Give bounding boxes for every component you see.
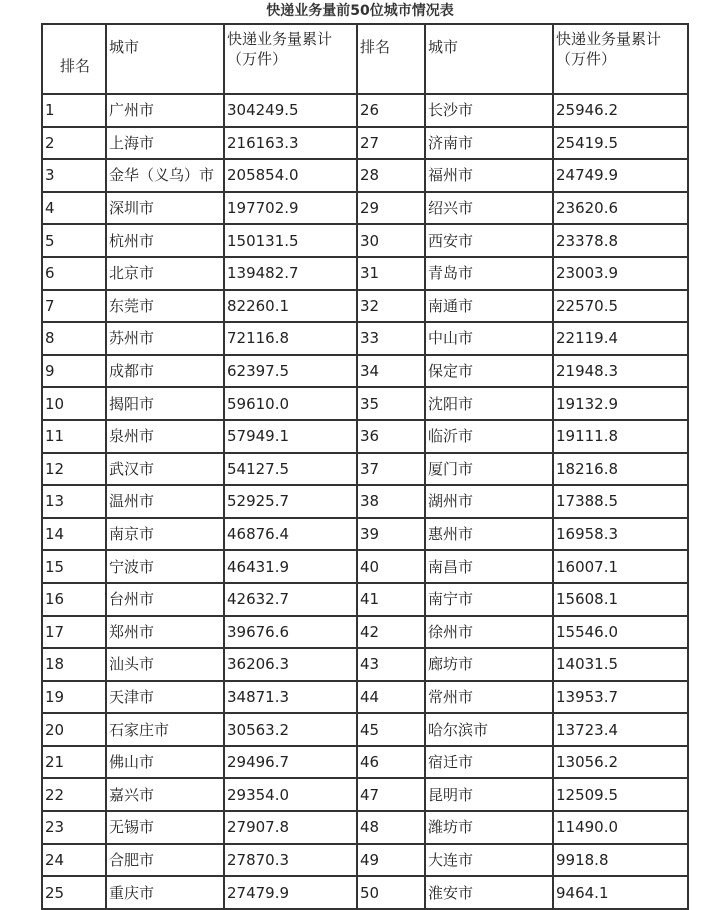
cell-city-left: 武汉市	[106, 453, 224, 486]
cell-volume-right: 11490.0	[553, 811, 688, 844]
cell-city-right: 大连市	[425, 844, 553, 877]
cell-city-left: 宁波市	[106, 550, 224, 583]
cell-volume-right: 25419.5	[553, 127, 688, 160]
cell-volume-left: 150131.5	[224, 224, 357, 257]
cell-city-right: 南昌市	[425, 550, 553, 583]
cell-city-right: 青岛市	[425, 257, 553, 290]
cell-volume-right: 18216.8	[553, 453, 688, 486]
cell-volume-left: 304249.5	[224, 94, 357, 127]
table-row	[42, 811, 688, 844]
cell-volume-right: 15608.1	[553, 583, 688, 616]
cell-rank-left: 20	[42, 713, 106, 746]
cell-city-right: 厦门市	[425, 453, 553, 486]
cell-city-right: 沈阳市	[425, 387, 553, 420]
table-body	[42, 94, 688, 909]
cell-city-left: 揭阳市	[106, 387, 224, 420]
cell-rank-right: 48	[357, 811, 425, 844]
table-row	[42, 648, 688, 681]
cell-city-left: 温州市	[106, 485, 224, 518]
table-row	[42, 387, 688, 420]
cell-rank-left: 23	[42, 811, 106, 844]
table-row	[42, 583, 688, 616]
header-city-left: 城市	[106, 24, 224, 94]
cell-city-left: 上海市	[106, 127, 224, 160]
cell-volume-right: 17388.5	[553, 485, 688, 518]
cell-city-right: 哈尔滨市	[425, 713, 553, 746]
cell-volume-left: 29496.7	[224, 746, 357, 779]
table-row	[42, 681, 688, 714]
cell-rank-left: 8	[42, 322, 106, 355]
cell-volume-right: 14031.5	[553, 648, 688, 681]
cell-rank-left: 9	[42, 355, 106, 388]
cell-volume-left: 34871.3	[224, 681, 357, 714]
city-express-table	[41, 23, 689, 910]
cell-volume-left: 52925.7	[224, 485, 357, 518]
cell-city-left: 泉州市	[106, 420, 224, 453]
cell-rank-left: 5	[42, 224, 106, 257]
cell-city-right: 宿迁市	[425, 746, 553, 779]
cell-volume-left: 216163.3	[224, 127, 357, 160]
cell-city-left: 合肥市	[106, 844, 224, 877]
table-row	[42, 485, 688, 518]
cell-city-right: 廊坊市	[425, 648, 553, 681]
cell-rank-left: 16	[42, 583, 106, 616]
cell-rank-right: 29	[357, 192, 425, 225]
cell-volume-left: 205854.0	[224, 159, 357, 192]
header-volume-right: 快递业务量累计（万件）	[553, 24, 688, 94]
cell-rank-right: 28	[357, 159, 425, 192]
table-row	[42, 192, 688, 225]
cell-city-right: 中山市	[425, 322, 553, 355]
cell-city-right: 绍兴市	[425, 192, 553, 225]
cell-rank-right: 44	[357, 681, 425, 714]
cell-city-left: 汕头市	[106, 648, 224, 681]
table-row	[42, 844, 688, 877]
cell-volume-left: 29354.0	[224, 778, 357, 811]
cell-rank-left: 15	[42, 550, 106, 583]
cell-rank-left: 18	[42, 648, 106, 681]
cell-city-right: 湖州市	[425, 485, 553, 518]
cell-volume-left: 57949.1	[224, 420, 357, 453]
cell-city-right: 保定市	[425, 355, 553, 388]
cell-city-left: 郑州市	[106, 616, 224, 649]
cell-volume-right: 23620.6	[553, 192, 688, 225]
cell-city-right: 福州市	[425, 159, 553, 192]
cell-volume-right: 23378.8	[553, 224, 688, 257]
cell-city-left: 杭州市	[106, 224, 224, 257]
cell-rank-right: 33	[357, 322, 425, 355]
cell-volume-right: 21948.3	[553, 355, 688, 388]
cell-city-left: 重庆市	[106, 876, 224, 909]
cell-volume-right: 19132.9	[553, 387, 688, 420]
cell-volume-right: 23003.9	[553, 257, 688, 290]
cell-city-left: 南京市	[106, 518, 224, 551]
cell-city-right: 南通市	[425, 290, 553, 323]
cell-city-left: 广州市	[106, 94, 224, 127]
cell-rank-right: 42	[357, 616, 425, 649]
table-header	[42, 24, 688, 94]
cell-volume-left: 27870.3	[224, 844, 357, 877]
header-volume-left: 快递业务量累计（万件）	[224, 24, 357, 94]
table-row	[42, 713, 688, 746]
cell-city-left: 无锡市	[106, 811, 224, 844]
cell-rank-left: 14	[42, 518, 106, 551]
cell-rank-right: 31	[357, 257, 425, 290]
cell-volume-left: 46431.9	[224, 550, 357, 583]
cell-volume-right: 15546.0	[553, 616, 688, 649]
cell-rank-right: 41	[357, 583, 425, 616]
cell-rank-left: 2	[42, 127, 106, 160]
cell-rank-right: 27	[357, 127, 425, 160]
cell-city-right: 长沙市	[425, 94, 553, 127]
cell-rank-right: 49	[357, 844, 425, 877]
table-row	[42, 420, 688, 453]
cell-volume-left: 59610.0	[224, 387, 357, 420]
cell-rank-right: 36	[357, 420, 425, 453]
cell-rank-right: 47	[357, 778, 425, 811]
cell-city-right: 徐州市	[425, 616, 553, 649]
cell-volume-right: 16958.3	[553, 518, 688, 551]
cell-volume-left: 197702.9	[224, 192, 357, 225]
header-row	[42, 24, 688, 94]
cell-city-right: 潍坊市	[425, 811, 553, 844]
table-row	[42, 778, 688, 811]
cell-city-left: 成都市	[106, 355, 224, 388]
cell-volume-right: 9918.8	[553, 844, 688, 877]
cell-rank-left: 10	[42, 387, 106, 420]
cell-volume-left: 139482.7	[224, 257, 357, 290]
cell-rank-left: 6	[42, 257, 106, 290]
cell-rank-right: 46	[357, 746, 425, 779]
cell-city-left: 金华（义乌）市	[106, 159, 224, 192]
table-row	[42, 518, 688, 551]
cell-rank-left: 21	[42, 746, 106, 779]
table-row	[42, 290, 688, 323]
table-row	[42, 127, 688, 160]
cell-volume-left: 27479.9	[224, 876, 357, 909]
cell-volume-left: 46876.4	[224, 518, 357, 551]
cell-rank-right: 26	[357, 94, 425, 127]
table-row	[42, 876, 688, 909]
cell-city-left: 嘉兴市	[106, 778, 224, 811]
cell-volume-right: 13953.7	[553, 681, 688, 714]
page-title: 快递业务量前50位城市情况表	[266, 3, 454, 19]
cell-city-left: 苏州市	[106, 322, 224, 355]
cell-rank-right: 39	[357, 518, 425, 551]
cell-city-right: 临沂市	[425, 420, 553, 453]
table-row	[42, 746, 688, 779]
cell-volume-left: 36206.3	[224, 648, 357, 681]
cell-rank-left: 7	[42, 290, 106, 323]
header-rank-left: 排名	[42, 24, 106, 94]
table-row	[42, 224, 688, 257]
cell-volume-right: 12509.5	[553, 778, 688, 811]
cell-volume-left: 62397.5	[224, 355, 357, 388]
cell-city-left: 北京市	[106, 257, 224, 290]
cell-city-right: 西安市	[425, 224, 553, 257]
cell-city-right: 淮安市	[425, 876, 553, 909]
cell-rank-left: 24	[42, 844, 106, 877]
cell-city-left: 佛山市	[106, 746, 224, 779]
cell-city-right: 南宁市	[425, 583, 553, 616]
cell-city-left: 台州市	[106, 583, 224, 616]
cell-volume-right: 19111.8	[553, 420, 688, 453]
cell-volume-right: 13056.2	[553, 746, 688, 779]
cell-rank-right: 40	[357, 550, 425, 583]
cell-rank-left: 1	[42, 94, 106, 127]
cell-volume-right: 16007.1	[553, 550, 688, 583]
cell-volume-right: 24749.9	[553, 159, 688, 192]
table-row	[42, 616, 688, 649]
cell-volume-left: 72116.8	[224, 322, 357, 355]
cell-rank-left: 19	[42, 681, 106, 714]
cell-rank-left: 3	[42, 159, 106, 192]
cell-volume-left: 30563.2	[224, 713, 357, 746]
table-row	[42, 355, 688, 388]
cell-volume-right: 22570.5	[553, 290, 688, 323]
cell-rank-left: 22	[42, 778, 106, 811]
table-row	[42, 550, 688, 583]
cell-rank-right: 30	[357, 224, 425, 257]
cell-city-right: 昆明市	[425, 778, 553, 811]
cell-rank-right: 50	[357, 876, 425, 909]
cell-volume-right: 13723.4	[553, 713, 688, 746]
table-row	[42, 94, 688, 127]
header-city-right: 城市	[425, 24, 553, 94]
cell-volume-left: 82260.1	[224, 290, 357, 323]
cell-rank-left: 11	[42, 420, 106, 453]
table-row	[42, 159, 688, 192]
cell-rank-left: 25	[42, 876, 106, 909]
cell-rank-left: 13	[42, 485, 106, 518]
cell-city-left: 天津市	[106, 681, 224, 714]
table-row	[42, 453, 688, 486]
table-row	[42, 257, 688, 290]
cell-city-right: 惠州市	[425, 518, 553, 551]
cell-rank-right: 45	[357, 713, 425, 746]
cell-rank-left: 4	[42, 192, 106, 225]
header-rank-right: 排名	[357, 24, 425, 94]
cell-rank-left: 12	[42, 453, 106, 486]
cell-rank-right: 37	[357, 453, 425, 486]
cell-volume-left: 54127.5	[224, 453, 357, 486]
cell-volume-left: 42632.7	[224, 583, 357, 616]
cell-volume-left: 39676.6	[224, 616, 357, 649]
cell-volume-right: 9464.1	[553, 876, 688, 909]
cell-volume-right: 22119.4	[553, 322, 688, 355]
cell-rank-right: 35	[357, 387, 425, 420]
cell-rank-left: 17	[42, 616, 106, 649]
cell-rank-right: 34	[357, 355, 425, 388]
cell-volume-left: 27907.8	[224, 811, 357, 844]
cell-city-right: 常州市	[425, 681, 553, 714]
cell-city-right: 济南市	[425, 127, 553, 160]
table-row	[42, 322, 688, 355]
cell-rank-right: 43	[357, 648, 425, 681]
cell-volume-right: 25946.2	[553, 94, 688, 127]
cell-city-left: 东莞市	[106, 290, 224, 323]
cell-city-left: 石家庄市	[106, 713, 224, 746]
cell-city-left: 深圳市	[106, 192, 224, 225]
cell-rank-right: 38	[357, 485, 425, 518]
cell-rank-right: 32	[357, 290, 425, 323]
